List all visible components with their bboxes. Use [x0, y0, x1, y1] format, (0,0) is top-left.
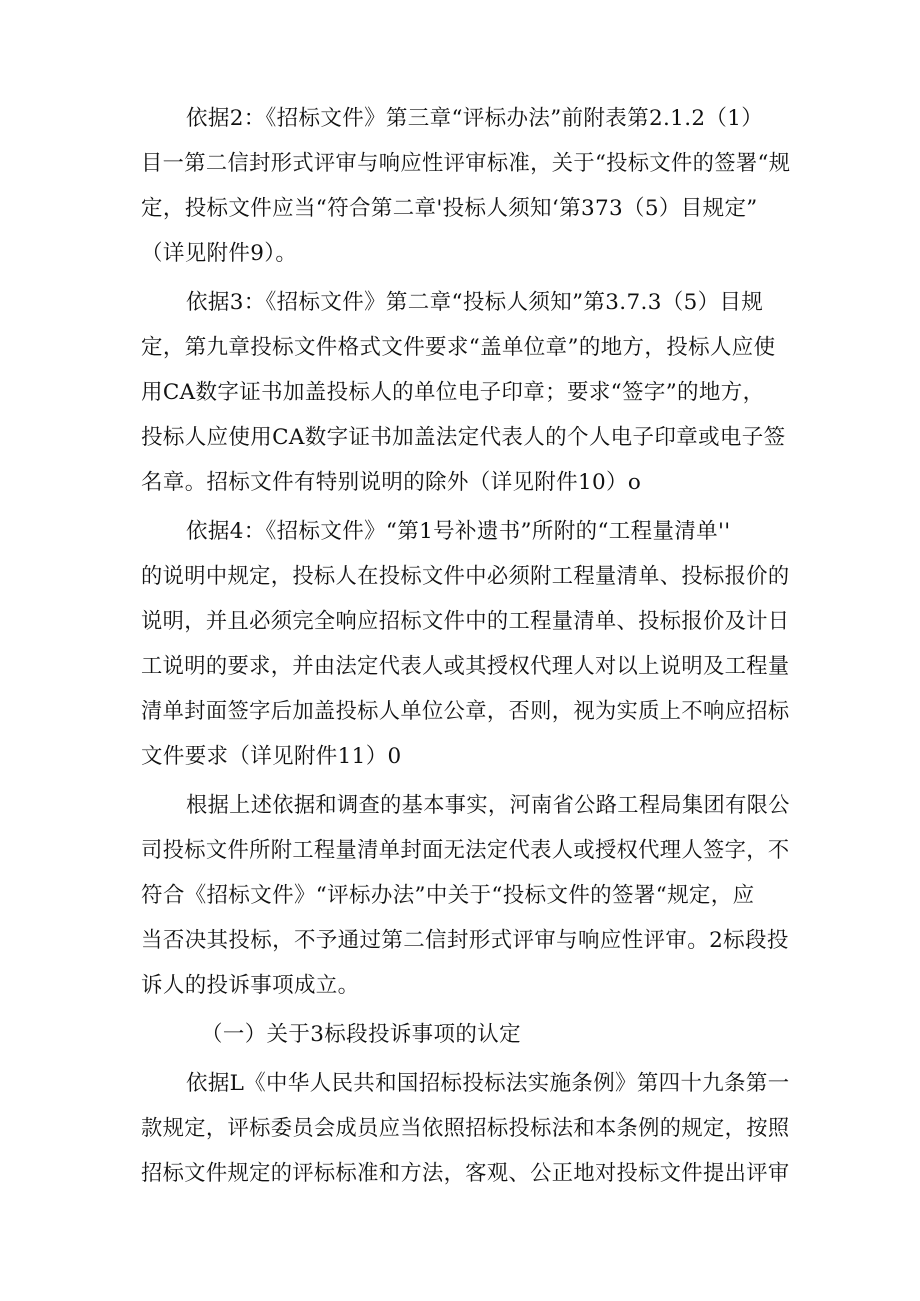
text-line: 目一第二信封形式评审与响应性评审标准，关于“投标文件的签署“规	[141, 151, 791, 176]
section-heading: （一）关于3标段投诉事项的认定	[201, 1022, 521, 1047]
text-line: 依据3：《招标文件》第二章“投标人须知”第3.7.3（5）目规	[186, 290, 764, 315]
text-line: 依据L《中华人民共和国招标投标法实施条例》第四十九条第一	[186, 1071, 790, 1096]
text-line: 定，投标文件应当“符合第二章'投标人须知‘第373（5）目规定”	[141, 196, 758, 221]
text-line: 符合《招标文件》“评标办法”中关于“投标文件的签署“规定，应	[141, 883, 755, 908]
text-line: 的说明中规定，投标人在投标文件中必须附工程量清单、投标报价的	[141, 564, 790, 589]
text-line: 依据4：《招标文件》“第1号补遗书”所附的“工程量清单''	[186, 519, 731, 544]
text-line: 清单封面签字后加盖投标人单位公章，否则，视为实质上不响应招标	[141, 699, 790, 724]
text-line: （详见附件9）。	[141, 241, 298, 266]
text-line: 当否决其投标，不予通过第二信封形式评审与响应性评审。2标段投	[141, 928, 789, 953]
text-line: 工说明的要求，并由法定代表人或其授权代理人对以上说明及工程量	[141, 654, 790, 679]
text-line: 司投标文件所附工程量清单封面无法定代表人或授权代理人签字，不	[141, 838, 790, 863]
text-line: 定，第九章投标文件格式文件要求“盖单位章”的地方，投标人应使	[141, 335, 776, 360]
text-line: 用CA数字证书加盖投标人的单位电子印章；要求“签字”的地方，	[141, 380, 765, 405]
text-line: 名章。招标文件有特别说明的除外（详见附件10）o	[141, 470, 642, 495]
text-line: 说明，并且必须完全响应招标文件中的工程量清单、投标报价及计日	[141, 609, 790, 634]
text-line: 投标人应使用CA数字证书加盖法定代表人的个人电子印章或电子签	[141, 425, 786, 450]
text-line: 依据2：《招标文件》第三章“评标办法”前附表第2.1.2（1）	[186, 106, 764, 131]
text-line: 诉人的投诉事项成立。	[141, 973, 360, 998]
text-line: 根据上述依据和调查的基本事实，河南省公路工程局集团有限公	[186, 793, 790, 818]
text-line: 招标文件规定的评标标准和方法，客观、公正地对投标文件提出评审	[141, 1161, 790, 1186]
text-line: 文件要求（详见附件11）0	[141, 744, 402, 769]
text-line: 款规定，评标委员会成员应当依照招标投标法和本条例的规定，按照	[141, 1116, 790, 1141]
